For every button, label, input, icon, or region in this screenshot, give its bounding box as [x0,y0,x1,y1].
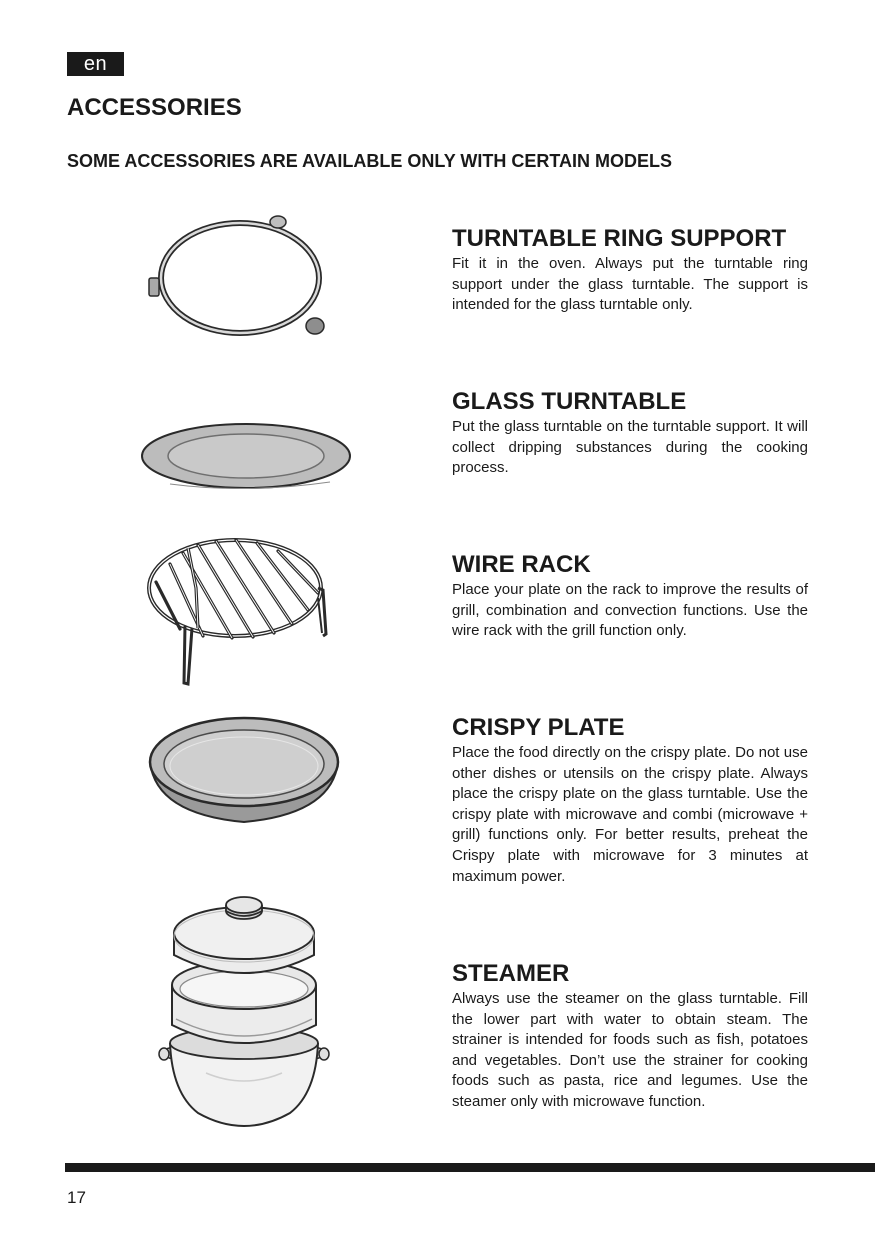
section-title: STEAMER [452,960,570,987]
footer-divider [65,1163,875,1172]
turntable-ring-support-illustration [145,212,335,342]
section-text: Put the glass turntable on the turntable support. It will collect dripping substances during the cooking process. [452,418,808,477]
glass-turntable-illustration [140,418,352,494]
crispy-plate-section [452,714,808,887]
wire-rack-section [452,551,808,642]
page-title: ACCESSORIES [67,94,242,121]
section-title: CRISPY PLATE [452,714,625,741]
language-badge: en [67,52,124,76]
page-subtitle: SOME ACCESSORIES ARE AVAILABLE ONLY WITH CERTAIN MODELS [67,151,673,171]
turntable-ring-support-section [452,225,808,316]
section-text: Fit it in the oven. Always put the turntable ring support under the glass turntable. The support is intended for the glass turntable only. [452,255,808,314]
steamer-illustration [158,893,332,1135]
page-number: 17 [67,1188,86,1207]
glass-turntable-section [452,388,808,479]
wire-rack-illustration [140,538,340,690]
crispy-plate-illustration [146,714,342,826]
section-text: Place your plate on the rack to improve the results of grill, combination and convection functions. Use the wire rack with the grill function only. [452,581,808,640]
section-title: WIRE RACK [452,551,591,578]
section-text: Place the food directly on the crispy plate. Do not use other dishes or utensils on the crispy plate. Always place the crispy plate on the glass turntable. Use the crispy plate with microwave and combi (microwave + grill) functions only. For better results, preheat the Crispy plate with microwave for 3 minutes at maximum power. [452,744,808,885]
section-text: Always use the steamer on the glass turntable. Fill the lower part with water to obtain steam. The strainer is intended for foods such as fish, potatoes and vegetables. Don’t use the strainer for cooking foods such as pasta, rice and legumes. Use the steamer only with microwave function. [452,990,808,1110]
section-title: GLASS TURNTABLE [452,388,687,415]
section-title: TURNTABLE RING SUPPORT [452,225,787,252]
steamer-section [452,960,808,1113]
